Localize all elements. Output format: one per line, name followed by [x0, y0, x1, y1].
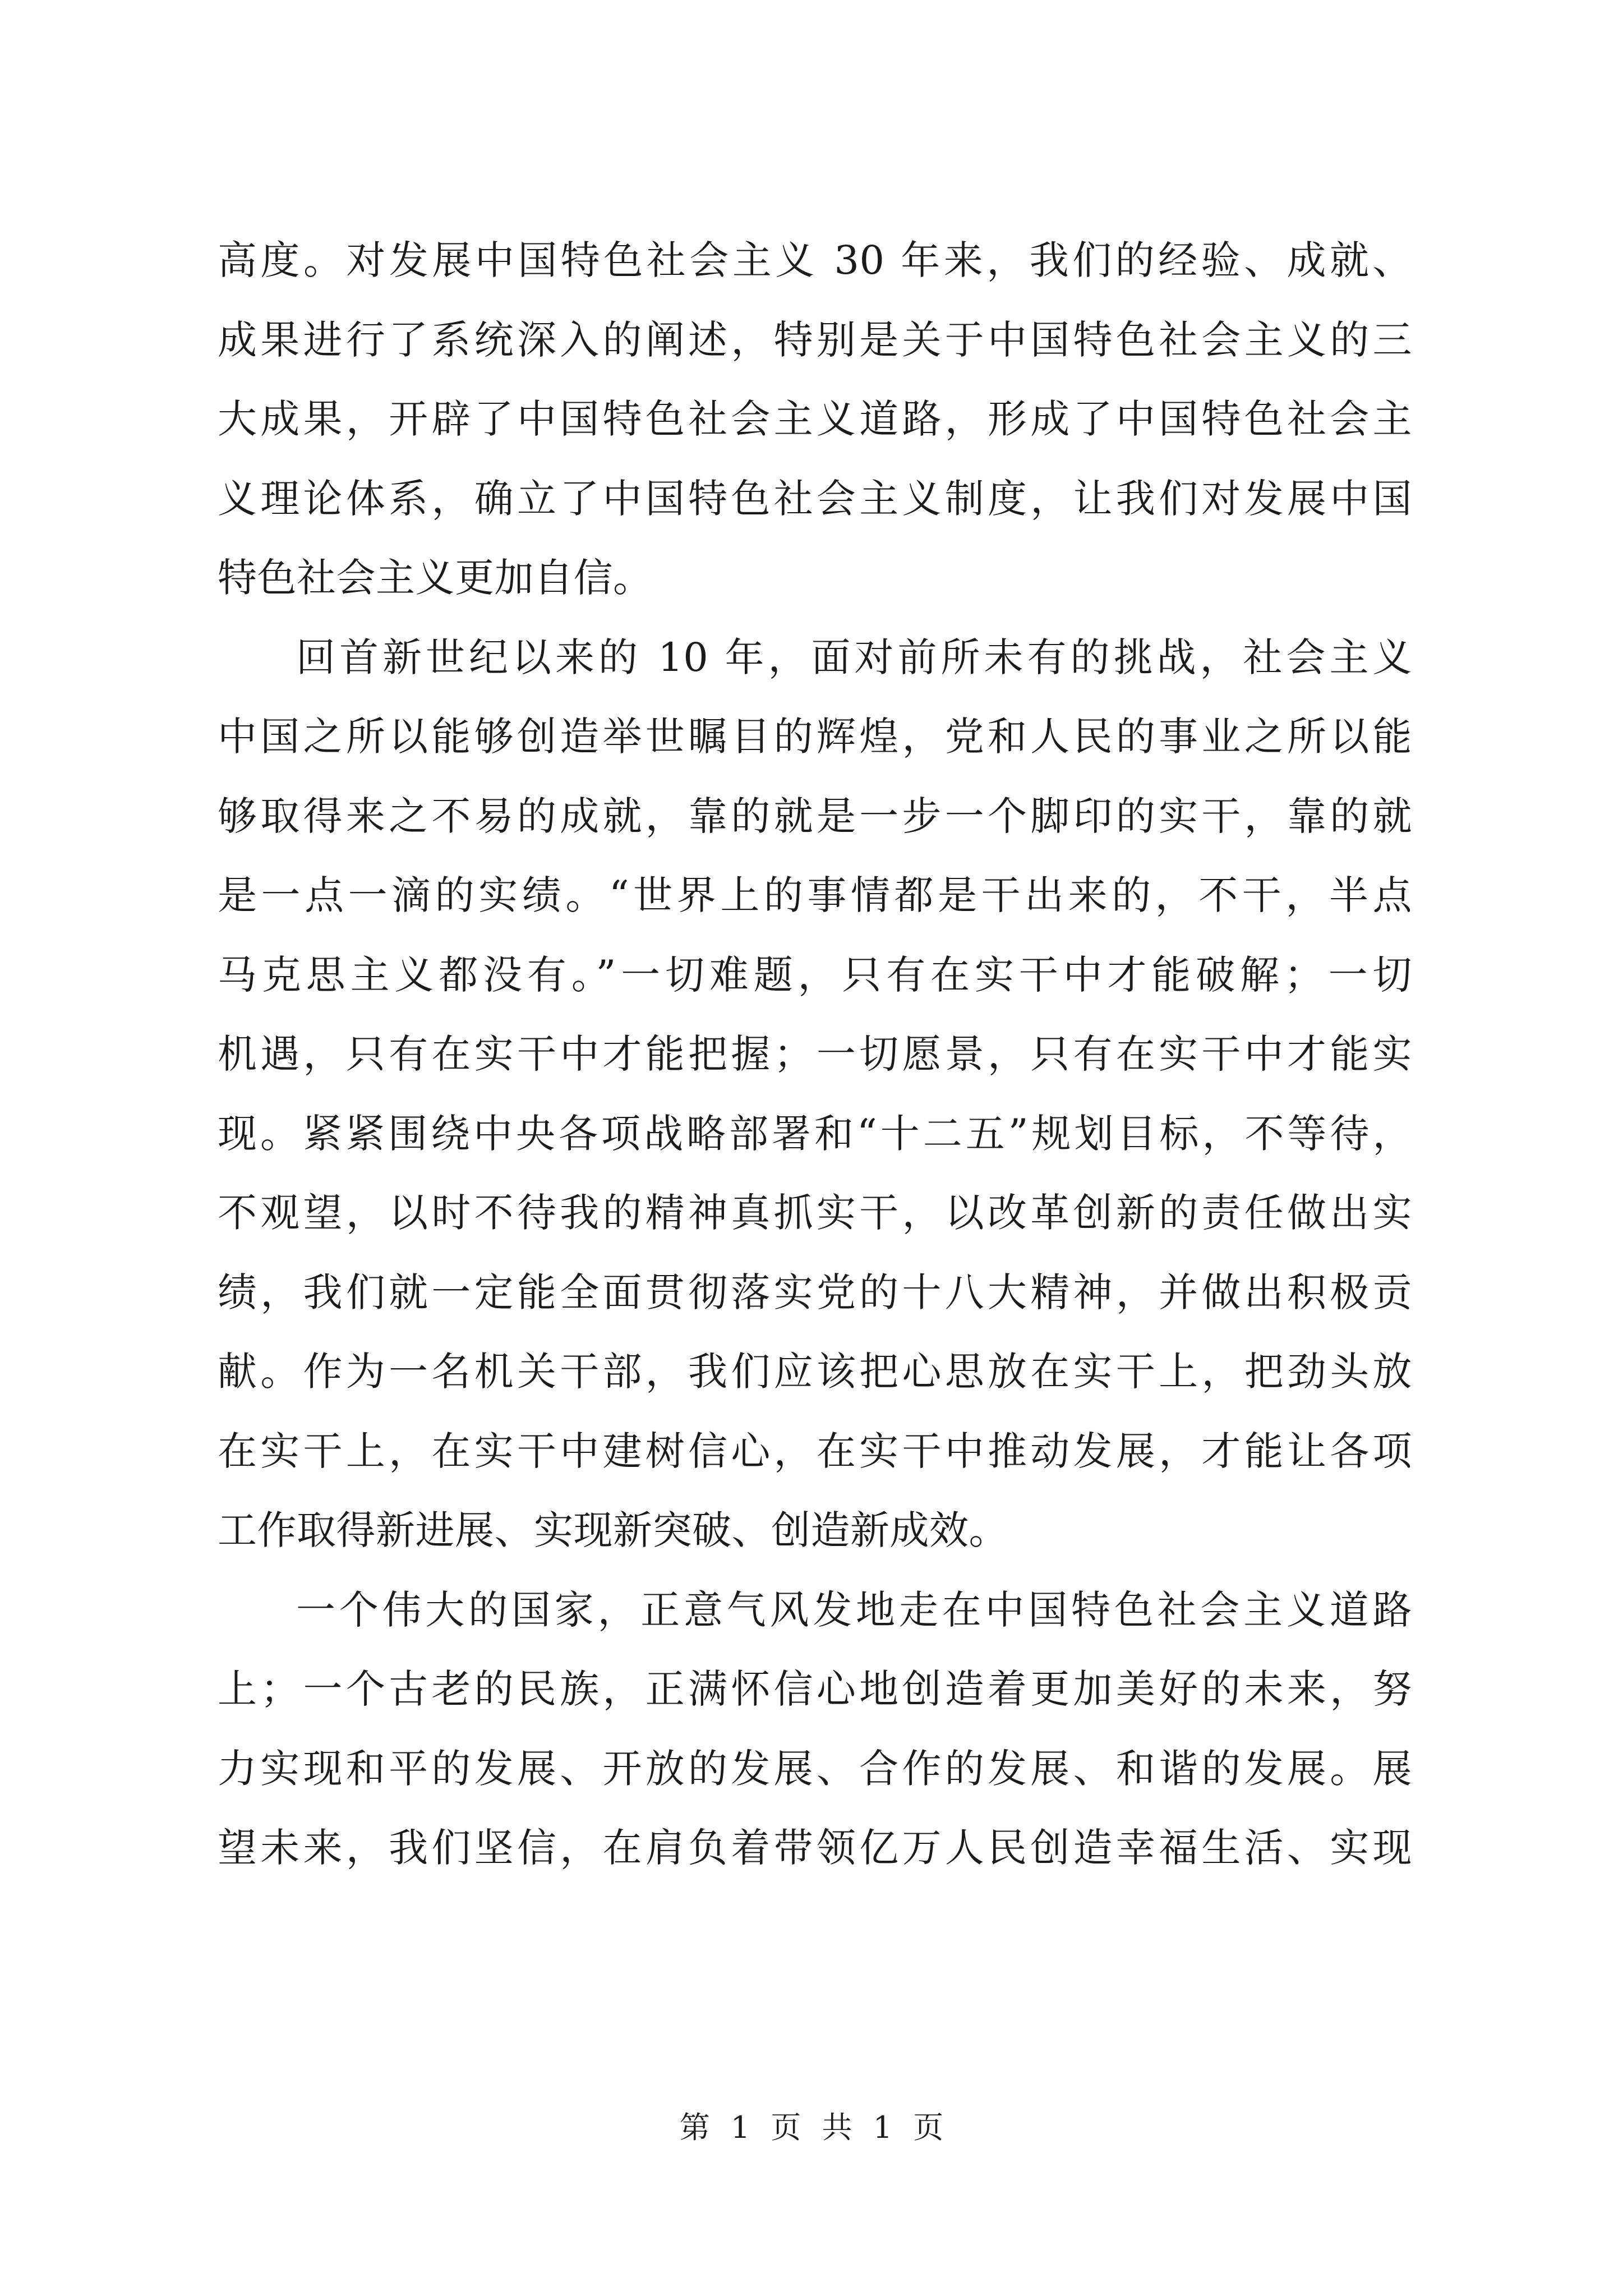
text-line: 大成果，开辟了中国特色社会主义道路，形成了中国特色社会主: [218, 396, 1412, 442]
text-line: 在实干上，在实干中建树信心，在实干中推动发展，才能让各项: [218, 1428, 1412, 1474]
text-line: 高度。对发展中国特色社会主义 30 年来，我们的经验、成就、: [218, 237, 1412, 283]
text-line: 绩，我们就一定能全面贯彻落实党的十八大精神，并做出积极贡: [218, 1269, 1412, 1315]
text-line: 机遇，只有在实干中才能把握；一切愿景，只有在实干中才能实: [218, 1031, 1412, 1077]
text-line: 工作取得新进展、实现新突破、创造新成效。: [218, 1507, 1008, 1553]
text-line: 现。紧紧围绕中央各项战略部署和“十二五”规划目标，不等待，: [218, 1110, 1412, 1157]
text-line: 成果进行了系统深入的阐述，特别是关于中国特色社会主义的三: [218, 316, 1412, 363]
text-line: 中国之所以能够创造举世瞩目的辉煌，党和人民的事业之所以能: [218, 714, 1412, 760]
page-number-label: 第 1 页 共 1 页: [679, 2110, 944, 2145]
text-line: 马克思主义都没有。”一切难题，只有在实干中才能破解；一切: [218, 951, 1412, 998]
text-line: 力实现和平的发展、开放的发展、合作的发展、和谐的发展。展: [218, 1745, 1412, 1792]
text-line: 义理论体系，确立了中国特色社会主义制度，让我们对发展中国: [218, 475, 1412, 522]
text-line: 望未来，我们坚信，在肩负着带领亿万人民创造幸福生活、实现: [218, 1825, 1412, 1871]
document-body: [218, 221, 1412, 1888]
text-line: 回首新世纪以来的 10 年，面对前所未有的挑战，社会主义: [296, 634, 1412, 680]
text-line: 不观望，以时不待我的精神真抓实干，以改革创新的责任做出实: [218, 1190, 1412, 1236]
text-line: 够取得来之不易的成就，靠的就是一步一个脚印的实干，靠的就: [218, 793, 1412, 839]
page-footer: [0, 2104, 1623, 2147]
text-line: 上；一个古老的民族，正满怀信心地创造着更加美好的未来，努: [218, 1666, 1412, 1712]
text-line: 一个伟大的国家，正意气风发地走在中国特色社会主义道路: [296, 1586, 1412, 1633]
text-line: 献。作为一名机关干部，我们应该把心思放在实干上，把劲头放: [218, 1349, 1412, 1395]
text-line: 是一点一滴的实绩。“世界上的事情都是干出来的，不干，半点: [218, 872, 1412, 918]
text-line: 特色社会主义更加自信。: [218, 555, 653, 601]
